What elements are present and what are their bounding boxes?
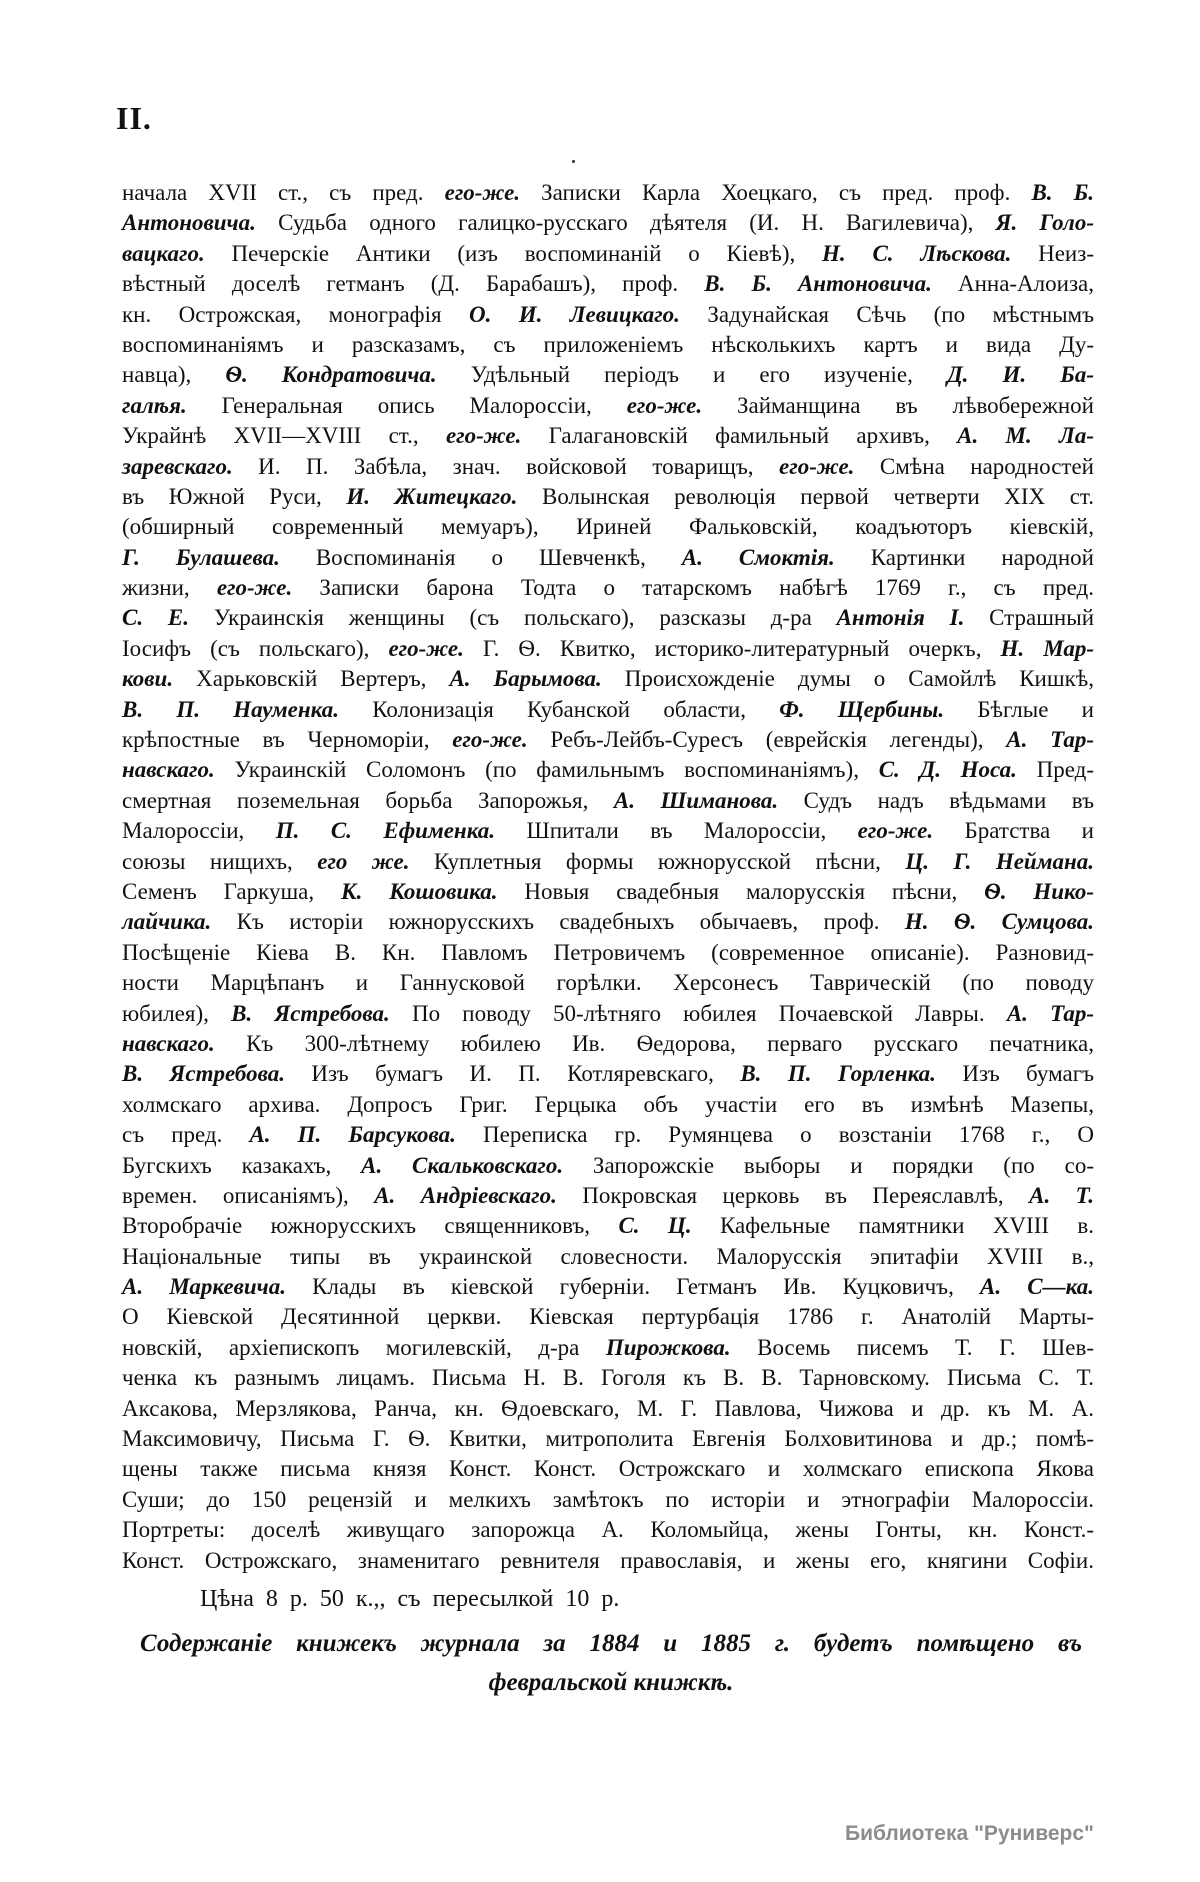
author-name: его-же. [445,423,522,449]
text-line [122,1090,1094,1120]
text-segment: Судьба одного галицко-русскаго дѣятеля (И. Н. Вагилевича), [255,210,996,236]
text-segment: навца), [122,362,226,388]
text-segment: Къ 300-лѣтнему юбилею Ив. Ѳедорова, перваго русскаго печатника, [214,1030,1094,1056]
text-segment: Удѣльный періодъ и его изученіе, [436,362,947,388]
text-line [122,421,1094,451]
print-speck [572,160,575,163]
text-segment: смертная поземельная борьба Запорожья, [122,787,614,813]
author-name: его-же. [779,453,855,479]
text-line [122,755,1094,785]
text-line [122,452,1094,482]
text-segment: въ Южной Руси, [122,483,347,509]
text-segment: Украинскій Соломонъ (по фамильнымъ воспоминаніямъ), [214,757,879,783]
text-line [122,603,1094,633]
author-name: С. Ц. [618,1213,692,1239]
text-line [122,360,1094,390]
author-name: А. Т. [1029,1182,1094,1208]
text-segment: Семенъ Гаркуша, [122,878,341,904]
text-segment: Конст. Острожскаго, знаменитаго ревнителя православія, и жены его, княгини Софіи. [122,1547,1094,1573]
text-line [122,1454,1094,1484]
text-segment: Происхожденіе думы о Самойлѣ Кишкѣ, [601,666,1094,692]
author-name: В. Б. [1031,180,1094,205]
text-segment: Суши; до 150 рецензій и мелкихъ замѣтокъ по исторіи и этнографіи Малороссіи. [122,1486,1094,1512]
text-segment: Посѣщеніе Кіева В. Кн. Павломъ Петровичемъ (современное описаніе). Разновид- [122,939,1094,965]
library-watermark: Библиотека "Руниверс" [844,1822,1094,1845]
author-name: А. Шиманова. [613,787,779,813]
text-line [122,1424,1094,1454]
text-segment: Изъ бумагъ И. П. Котляревскаго, [284,1061,741,1087]
text-segment: начала XVII ст., съ пред. [122,180,445,205]
text-line [122,1394,1094,1424]
text-line [122,573,1094,603]
text-line [122,1515,1094,1545]
text-segment: Новыя свадебныя малорусскія пѣсни, [497,878,985,904]
text-segment: Украйнѣ XVII—XVIII ст., [122,423,446,449]
text-line [122,1242,1094,1272]
text-line [122,391,1094,421]
text-line [122,938,1094,968]
author-name: его-же. [444,180,521,205]
text-segment: Записки Карла Хоецкаго, съ пред. проф. [520,180,1032,205]
text-segment: Бугскихъ казакахъ, [122,1152,362,1178]
text-segment: Галагановскій фамильный архивъ, [521,423,958,449]
text-segment: И. П. Забѣла, знач. войсковой товарищъ, [232,453,779,479]
text-segment: воспоминаніямъ и разсказамъ, съ приложеніемъ нѣсколькихъ картъ и вида Ду- [122,331,1094,357]
text-segment: Кафельные памятники XVIII в. [691,1213,1095,1239]
text-segment: Куплетныя формы южнорусской пѣсни, [409,848,906,874]
text-segment: Братства и [933,818,1094,844]
text-line [122,239,1094,269]
text-line [122,482,1094,512]
author-name: В. Б. Антоновича. [704,271,932,297]
author-name: Ѳ. Кондратовича. [225,362,437,388]
text-segment: Восемь писемъ Т. Г. Шев- [730,1334,1094,1360]
author-name: С. Е. [122,605,189,631]
text-segment: Анна-Алоиза, [931,271,1094,297]
text-segment: ченка къ разнымъ лицамъ. Письма Н. В. Гоголя къ В. В. Тарновскому. Письма С. Т. [122,1365,1094,1391]
text-line [122,1363,1094,1393]
author-name: И. Житецкаго. [346,483,518,509]
author-name: его же. [317,848,410,874]
author-name: Я. Голо- [995,210,1094,236]
text-line [122,877,1094,907]
author-name: Г. Булашева. [122,544,280,570]
text-segment: Къ исторіи южнорусскихъ свадебныхъ обычаевъ, проф. [211,909,905,935]
author-name: В. Ястребова. [231,1000,390,1026]
text-segment: Судъ надъ вѣдьмами въ [778,787,1094,813]
text-segment: Украинскія женщины (съ польскаго), разсказы д-ра [189,605,837,631]
author-name: кови. [122,666,174,692]
text-line [122,907,1094,937]
author-name: Пирожкова. [605,1334,731,1360]
author-name: Н. Ѳ. Сумцова. [904,909,1094,935]
author-name: А. С—ка. [980,1274,1094,1300]
author-name: А. Андріевскаго. [374,1182,557,1208]
text-line [122,1302,1094,1332]
author-name: А. Барымова. [449,666,602,692]
text-line [122,1485,1094,1515]
author-name: Антонія І. [836,605,965,631]
text-line [122,300,1094,330]
text-segment: Максимовичу, Письма Г. Ѳ. Квитки, митрополита Евгенія Болховитинова и др.; помѣ- [122,1426,1094,1452]
text-segment: съ пред. [122,1122,250,1148]
text-line [122,816,1094,846]
text-segment: Второбрачіе южнорусскихъ священниковъ, [122,1213,619,1239]
author-name: Антоновича. [122,210,256,236]
author-name: его-же. [388,635,464,661]
author-name: В. Ястребова. [122,1061,285,1087]
text-segment: юбилея), [122,1000,232,1026]
author-name: В. П. Горленка. [740,1061,936,1087]
text-segment: Колонизація Кубанской области, [339,696,780,722]
author-name: Н. С. Лѣскова. [822,240,1012,266]
text-segment: новскій, архіепископъ могилевскій, д-ра [122,1334,606,1360]
text-segment: Іосифъ (съ польскаго), [122,635,389,661]
author-name: Ф. Щербины. [779,696,945,722]
text-segment: холмскаго архива. Допросъ Григ. Герцыка объ участіи его въ измѣнѣ Мазепы, [122,1091,1094,1117]
text-segment: Картинки народной [834,544,1094,570]
author-name: навскаго. [122,757,215,783]
text-line [122,1120,1094,1150]
author-name: А. Тар- [1006,727,1095,753]
text-segment: Неиз- [1011,240,1094,266]
text-segment: жизни, [122,575,217,601]
author-name: Д. И. Ба- [946,362,1094,388]
text-segment: щены также письма князя Конст. Конст. Острожскаго и холмскаго епископа Якова [122,1456,1094,1482]
author-name: А. Маркевича. [122,1274,286,1300]
author-name: С. Д. Носа. [878,757,1017,783]
text-line [122,269,1094,299]
page-number: II. [116,100,152,136]
text-line [122,1029,1094,1059]
text-segment: союзы нищихъ, [122,848,318,874]
text-segment: Харьковскій Вертеръ, [173,666,450,692]
text-line [122,1211,1094,1241]
text-line [122,1333,1094,1363]
text-segment: Аксакова, Мерзлякова, Ранча, кн. Ѳдоевскаго, М. Г. Павлова, Чижова и др. къ М. А. [122,1395,1094,1421]
text-segment: Покровская церковь въ Переяславлѣ, [556,1182,1030,1208]
text-segment: Воспоминанія о Шевченкѣ, [279,544,682,570]
text-line [122,1272,1094,1302]
author-name: А. М. Ла- [957,423,1095,449]
text-line [122,1059,1094,1089]
text-segment: кн. Острожская, монографія [122,301,469,327]
text-line [122,695,1094,725]
text-segment: Записки барона Тодта о татарскомъ набѣгѣ 1769 г., съ пред. [292,575,1094,601]
author-name: его-же. [452,727,528,753]
text-segment: Печерскіе Антики (изъ воспоминаній о Кіевѣ), [204,240,823,266]
author-name: галѣя. [122,392,187,418]
text-segment: Переписка гр. Румянцева о возстаніи 1768 г., О [455,1122,1094,1148]
text-line [122,847,1094,877]
author-name: навскаго. [122,1030,215,1056]
text-segment: Запорожскіе выборы и порядки (по со- [563,1152,1094,1178]
text-segment: Пред- [1016,757,1094,783]
text-segment: Ребъ-Лейбъ-Суресъ (еврейскія легенды), [527,727,1007,753]
text-line [122,968,1094,998]
text-segment: Волынская революція первой четверти XIX ст. [517,483,1094,509]
price-line: Цѣна 8 р. 50 к.,, съ пересылкой 10 р. [200,1586,620,1612]
author-name: его-же. [626,392,703,418]
text-line [122,512,1094,542]
text-segment: Малороссіи, [122,818,276,844]
text-segment: Генеральная опись Малороссіи, [186,392,627,418]
text-segment: Клады въ кіевской губерніи. Гетманъ Ив. Куцковичъ, [285,1274,981,1300]
contents-note-line-1: Содержаніе книжекъ журнала за 1884 и 1885 г. будетъ помѣщено въ [140,1630,1082,1657]
author-name: В. П. Науменка. [122,696,339,722]
author-name: П. С. Ефименка. [275,818,496,844]
text-segment: Бѣглые и [944,696,1094,722]
author-name: лайчика. [122,909,212,935]
author-name: А. Тар- [1006,1000,1094,1026]
text-line [122,1151,1094,1181]
text-segment: Страшный [964,605,1095,631]
text-line [122,664,1094,694]
text-line [122,786,1094,816]
text-segment: Портреты: доселѣ живущаго запорожца А. Коломыйца, жены Гонты, кн. Конст.- [122,1517,1094,1543]
text-segment: вѣстный доселѣ гетманъ (Д. Барабашъ), проф. [122,271,705,297]
author-name: его-же. [216,575,293,601]
author-name: А. П. Барсукова. [249,1122,456,1148]
text-segment: По поводу 50-лѣтняго юбилея Почаевской Лавры. [389,1000,1007,1026]
text-line [122,330,1094,360]
text-segment: Національные типы въ украинской словесности. Малорусскія эпитафіи XVIII в., [122,1243,1094,1269]
text-segment: Смѣна народностей [854,453,1094,479]
text-segment: ности Марцѣпанъ и Ганнусковой горѣлки. Херсонесъ Таврическій (по поводу [122,970,1094,996]
author-name: О. И. Левицкаго. [468,301,680,327]
contents-listing [122,178,1094,1576]
author-name: А. Скальковскаго. [361,1152,564,1178]
author-name: К. Кошовика. [340,878,498,904]
text-line [122,208,1094,238]
author-name: Ц. Г. Неймана. [905,848,1094,874]
author-name: вацкаго. [122,240,205,266]
text-segment: времен. описаніямъ), [122,1182,375,1208]
text-line [122,999,1094,1029]
author-name: Н. Мар- [1000,635,1094,661]
text-segment: Г. Ѳ. Квитко, историко-литературный очеркъ, [463,635,1001,661]
text-line [122,543,1094,573]
text-line [122,1181,1094,1211]
text-segment: Изъ бумагъ [935,1061,1095,1087]
text-segment: (обширный современный мемуаръ), Ириней Фальковскій, коадъюторъ кіевскій, [122,514,1094,540]
text-line [122,725,1094,755]
author-name: А. Смоктія. [681,544,835,570]
author-name: его-же. [857,818,934,844]
text-segment: Шпитали въ Малороссіи, [495,818,858,844]
author-name: заревскаго. [122,453,233,479]
text-segment: О Кіевской Десятинной церкви. Кіевская пертурбація 1786 г. Анатолій Марты- [122,1304,1094,1330]
text-line [122,634,1094,664]
text-segment: крѣпостные въ Черноморіи, [122,727,453,753]
text-segment: Займанщина въ лѣвобережной [702,392,1094,418]
text-line [122,178,1094,208]
contents-note-line-2: февральской книжкѣ. [488,1669,734,1696]
text-line [122,1546,1094,1576]
author-name: Ѳ. Нико- [984,878,1095,904]
text-segment: Задунайская Сѣчь (по мѣстнымъ [679,301,1094,327]
